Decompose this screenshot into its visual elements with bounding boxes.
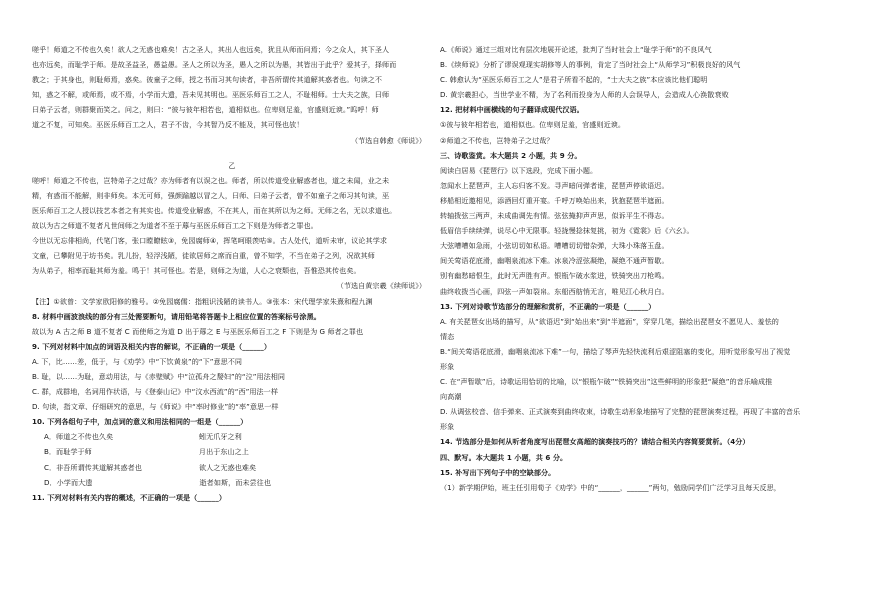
left-column-line: 嗟乎！师道之不传也久矣！欲人之无惑也难矣！古之圣人，其出人也远矣，犹且从师而问焉；今之众人，其下圣人: [32, 45, 390, 54]
left-column-line: 道之不复，可知矣。巫医乐师百工之人，君子不齿，今其智乃反不能及，其可怪也欤！: [32, 120, 304, 130]
left-column-line: 医乐师百工之人授以技艺本者之有其实也。传道受业解惑，不在其人，而在其所以为之师。无师之名，无以求道也。: [32, 205, 397, 215]
left-column-line: 【注】①欲曾：文学家欧阳修的雅号。②免园腐儒：指粗识浅陋的读书人。③张本：宋代理学家朱熹和程九渊: [32, 296, 373, 306]
left-column-line: 知，惑之不解，或师焉，或不焉，小学而大遗，吾未见其明也。巫医乐师百工之人，不耻相师。士大夫之族，曰师: [32, 90, 390, 100]
right-column-line: D. 从调弦校音、信手弹来、正式演奏到曲终收束，诗歌生动形象地描写了完整的琵琶演奏过程，再现了丰富的音乐: [440, 407, 801, 417]
right-column-line: 13. 下列对诗歌节选部分的理解和赏析，不正确的一项是（______）: [440, 301, 656, 311]
left-column-line: 文童，已攀附见于坊书矣。乳儿扮，轻浮浅陋，徒欲居师之席而自重，曾不知学，不当在弟子之列，况欲其师: [32, 251, 375, 261]
left-column-line: A. 下，比……差，低于，与《劝学》中“下饮黄泉”的“下”意思不同: [32, 356, 243, 366]
left-column-line: D. 句读，指文章、仔细研究的意思，与《师说》中“率时修业”的“率”意思一样: [32, 402, 279, 412]
right-column-line: 曲终收拨当心画，四弦一声如裂帛。东船西舫悄无言，唯见江心秋月白。: [440, 286, 669, 296]
left-column-line: D．小学而大遗 逝者如斯，而未尝往也: [44, 477, 271, 487]
right-column-line: C. 在“声暂歇”后，诗歌运用恰切的比喻，以“银瓶乍破”“铁骑突出”这些鲜明的形象把“凝绝”的音乐喻成推: [440, 377, 773, 387]
left-column-line: 9. 下列对材料中加点的词语及相关内容的解说，不正确的一项是（______）: [32, 341, 271, 351]
left-column-line: 曰弟子云者，则群聚而笑之。问之，则曰：“彼与彼年相若也，道相似也。位卑则足羞，官盛则近谀。”呜呼！师: [32, 105, 379, 115]
right-column-line: （1）新学期伊始，班主任引用荀子《劝学》中的“______，______”两句，勉励同学们广泛学习且每天反思，: [440, 482, 781, 492]
right-column-line: 移船相近邀相见，添酒回灯重开宴。千呼万唤始出来，犹抱琵琶半遮面。: [440, 195, 669, 205]
left-column-line: （节选自韩愈《师说》）: [350, 135, 426, 145]
right-column: [440, 42, 845, 495]
right-column-line: 别有幽愁暗恨生，此时无声胜有声。银瓶乍破水浆迸，铁骑突出刀枪鸣。: [440, 271, 669, 281]
right-column-line: B.《续师说》分析了谬误观现实胡修等人的事例，肯定了当时社会上“从师学习”积极良好的风气: [440, 60, 741, 70]
right-column-line: 低眉信手续续弹，说尽心中无限事。轻拢慢捻抹复挑，初为《霓裳》后《六幺》。: [440, 226, 694, 236]
right-column-line: 三、诗歌鉴赏。本大题共 2 小题，共 9 分。: [440, 150, 582, 160]
right-column-line: 14. 节选部分是如何从听者角度写出琵琶女高超的演奏技巧的？请结合相关内容简要赏析。（4分）: [440, 437, 750, 447]
right-column-line: 向高潮: [440, 392, 462, 402]
left-column-line: [32, 148, 432, 158]
right-column-line: 转轴拨弦三两声，未成曲调先有情。弦弦掩抑声声思，似诉平生不得志。: [440, 211, 669, 221]
left-column-line: 10. 下列各组句子中，加点词的意义和用法相同的一组是（______）: [32, 417, 248, 427]
right-column-line: 12. 把材料中画横线的句子翻译成现代汉语。: [440, 105, 584, 115]
left-column-line: 教之；于其身也，则耻师焉，惑矣。彼童子之师，授之书而习其句读者，非吾所谓传其道解其惑者也。句读之不: [32, 75, 383, 85]
right-column-line: 四、默写。本大题共 1 小题，共 6 分。: [440, 452, 568, 462]
left-column-line: 今世以无忘俳相尚，代笔门客，张口瞠瞭眩③，免园腐师④，挥笔呵眼羡咕⑤。古人处代，道听未审，议论其学求: [32, 236, 387, 246]
right-column-line: ②师道之不传也，岂特弟子之过哉？: [440, 135, 554, 145]
left-column-line: 乙: [228, 160, 236, 170]
left-column-line: 8. 材料中画波浪线的部分有三处需要断句，请用铅笔将答题卡上相应位置的答案标号涂黑。: [32, 311, 321, 321]
left-column-line: 嗟呼！师道之不传也，岂特弟子之过哉？亦为师者有以误之也。师者，所以传道受业解惑者也，道之未闻，业之未: [32, 175, 390, 185]
left-column-line: 也亦远矣，而耻学于师。是故圣益圣，愚益愚。圣人之所以为圣，愚人之所以为愚，其皆出于此乎？爱其子，择师而: [32, 60, 397, 70]
right-column-line: A.《师说》通过三组对比有层次地展开论述，批判了当时社会上“耻学于师”的不良风气: [440, 45, 712, 54]
left-column-line: 故以为 A 古之师 B 道不复者 C 而使师之为道 D 出于蓐之 E 与巫医乐师百工之 F 下则是为 G 师者之罪也: [32, 326, 364, 336]
left-column-line: （节选自黄宗羲《续师说》）: [336, 281, 426, 291]
left-column-line: B. 耻，以……为耻，意动用法，与《赤壁赋》中“泣孤舟之嫠妇”的“泣”用法相同: [32, 371, 286, 381]
right-column-line: D. 黄宗羲担心，当世学业不精，为了名利而投身为人师的人会误导人，会造成人心涣散衰败: [440, 90, 729, 100]
right-column-line: 间关莺语花底滑，幽咽泉流冰下难。冰泉冷涩弦凝绝，凝绝不通声暂歇。: [440, 256, 669, 266]
left-column: [32, 42, 432, 505]
right-column-line: A. 有关琵琶女出场的描写，从“欲语迟”到“始出来”到“半遮面”，穿穿几笔，描绘出琵琶女不愿见人、羞怯的: [440, 316, 779, 326]
right-column-line: C. 韩愈认为“巫医乐师百工之人”是君子所看不起的，“士大夫之族”本应该比他们聪明: [440, 75, 708, 85]
left-column-line: 为从弟子，相率而耻其师为羞。鸣于！其可怪也。若是，则师之为道，人心之衰颓也，吾惟恐其传也矣。: [32, 266, 361, 276]
left-column-line: 精，有惑而不能解，则非师矣。本无可师，强颜踰越以冒之人，曰师、曰弟子云者，曾不如童子之师习其句读，巫: [32, 190, 390, 200]
left-column-line: B．而耻学于师 月出于东山之上: [44, 447, 249, 457]
right-column-line: 阅读白居易《琵琶行》以下选段，完成下面小题。: [440, 165, 598, 175]
left-column-line: 11. 下列对材料有关内容的概述，不正确的一项是（______）: [32, 492, 226, 502]
right-column-line: B.“间关莺语花底滑，幽咽泉流冰下难”一句，描绘了琴声先轻快流利后艰涩阻塞的变化，用听觉形象写出了视觉: [440, 346, 791, 356]
right-column-line: 忽闻水上琵琶声，主人忘归客不发。寻声暗问弹者谁，琵琶声停欲语迟。: [440, 180, 669, 190]
right-column-line: 形象: [440, 422, 455, 432]
right-column-line: 大弦嘈嘈如急雨，小弦切切如私语。嘈嘈切切错杂弹，大珠小珠落玉盘。: [440, 241, 669, 251]
left-column-line: 故以为古之师道不复者凡世间师之为道者不至于蓐与巫医乐师百工之下则是为师者之罪也。: [32, 221, 318, 231]
right-column-line: 情态: [440, 331, 455, 341]
right-column-line: 15. 补写出下列句子中的空缺部分。: [440, 467, 556, 477]
left-column-line: C．非吾所谓传其道解其惑者也 欲人之无惑也难矣: [44, 462, 257, 472]
right-column-line: 形象: [440, 361, 455, 371]
left-column-line: A．师道之不传也久矣 蚓无爪牙之利: [44, 432, 242, 442]
right-column-line: ①彼与彼年相若也，道相似也。位卑则足羞，官盛则近谀。: [440, 120, 626, 130]
left-column-line: C. 群，成群地，名词用作状语，与《登泰山记》中“汶水西流”的“西”用法一样: [32, 387, 278, 397]
